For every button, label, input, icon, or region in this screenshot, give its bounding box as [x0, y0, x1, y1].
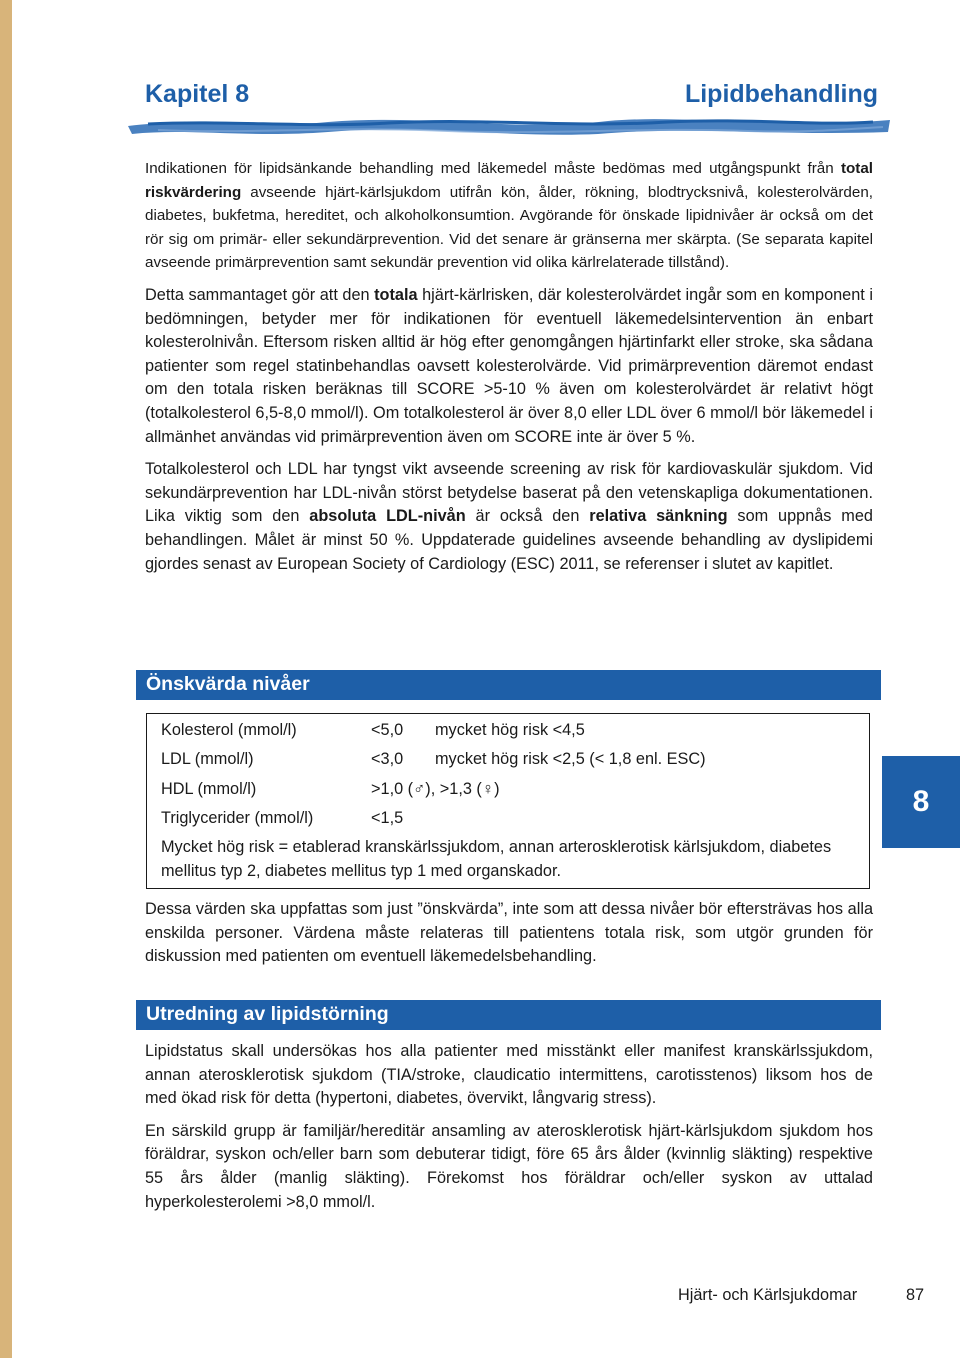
chapter-label: Kapitel 8: [145, 80, 250, 108]
very-high-risk-note: Mycket hög risk = etablerad kranskärlssjukdom, annan arterosklerotisk kärlsjukdom, diabetes mellitus typ 2, diabetes mellitus typ 1 med organskador.: [161, 838, 832, 880]
main-content: [145, 157, 873, 585]
paragraph-ldl: Totalkolesterol och LDL har tyngst vikt avseende screening av risk för kardiovaskulär sjukdom. Vid sekundärprevention har LDL-nivån störst betydelse baserat på den vetenskapliga dokumentationen. Lika viktig som den absoluta LDL-nivån är också den relativa sänkning som uppnås med behandlingen. Målet är minst 50 %. Uppdaterade guidelines avseende behandling av dyslipidemi gjordes senast av European Society of Cardiology (ESC) 2011, se referenser i slutet av kapitlet.: [145, 460, 873, 573]
margin-color-bar: [0, 0, 12, 1358]
intro-paragraph: Indikationen för lipidsänkande behandling med läkemedel måste bedömas med utgångspunkt från total riskvärdering avseende hjärt-kärlsjukdom utifrån kön, ålder, rökning, blodtrycksnivå, kolesterolvärden, diabetes, bukfetma, hereditet, och alkoholkonsumtion. Avgörande för önskade lipidnivåer är också om det rör sig om primär- eller sekundärprevention. Vid det senare är gränserna mer skärpta. (Se separata kapitel avseende primärprevention samt sekundär prevention vid olika kärlrelaterade tillstånd).: [145, 160, 873, 272]
chapter-title: Lipidbehandling: [684, 80, 878, 108]
paragraph-total-risk: Detta sammantaget gör att den totala hjärt-kärlrisken, där kolesterolvärdet ingår som en komponent i bedömningen, betyder mer för indikationen för eventuell läkemedelsintervention än enbart kolesterolnivån. Eftersom risken alltid är hög efter genomgången hjärtinfarkt eller stroke, ska sådana patienter som regel statinbehandlas oavsett kolesterolvärde. Vid primärprevention däremot endast om den totala risken beräknas till SCORE >5-10 % även om kolesterolvärdet är relativt högt (totalkolesterol 6,5-8,0 mmol/l). Om totalkolesterol är över 8,0 eller LDL över 6 mmol/l bör läkemedel i allmänhet användas vid primärprevention även om SCORE inte är över 5 %.: [145, 285, 873, 446]
section-heading-desired-levels: Önskvärda nivåer: [136, 670, 881, 700]
lipid-investigation-content: [145, 1040, 873, 1223]
section-heading-lipid-investigation: Utredning av lipidstörning: [136, 1000, 881, 1030]
desired-levels-box: Kolesterol (mmol/l) <5,0 mycket hög risk <4,5 LDL (mmol/l) <3,0 mycket hög risk <2,5 (< 1,8 enl. ESC) HDL (mmol/l) >1,0 (♂), >1,3 (♀) Triglycerider (mmol/l) <1,5 Mycket hög risk = etablerad kranskärlssjukdom, annan arterosklerotisk kärlsjukdom, diabetes mellitus typ 2, diabetes mellitus typ 1 med organskador.: [146, 713, 870, 889]
brush-stroke-divider: [128, 112, 890, 138]
paragraph-lipid-status: Lipidstatus skall undersökas hos alla patienter med misstänkt eller manifest kranskärlssjukdom, annan aterosklerotisk sjukdom (TIA/stroke, claudicatio intermittens, carotisstenos) liksom hos de med ökad risk för detta (hypertoni, diabetes, övervikt, långvarig stress).: [145, 1042, 873, 1108]
levels-explanation: Dessa värden ska uppfattas som just ”önskvärda”, inte som att dessa nivåer bör eftersträvas hos alla enskilda personer. Värdena måste relateras till patientens totala risk, som utgör grunden för diskussion med patienten om eventuell läkemedelsbehandling.: [145, 900, 873, 966]
page-number: 87: [906, 1286, 925, 1304]
paragraph-familial: En särskild grupp är familjär/hereditär ansamling av aterosklerotisk hjärt-kärlsjukdom sjukdom hos föräldrar, syskon och/eller barn som debuterar tidigt, före 65 års ålder (kvinnlig släkting) respektive 55 års ålder (manlig släkting). Förekomst hos föräldrar och/eller syskon av uttalad hyperkolesterolemi >8,0 mmol/l.: [145, 1121, 873, 1211]
chapter-tab: 8: [882, 756, 960, 848]
footer-book-title: Hjärt- och Kärlsjukdomar: [678, 1286, 858, 1304]
